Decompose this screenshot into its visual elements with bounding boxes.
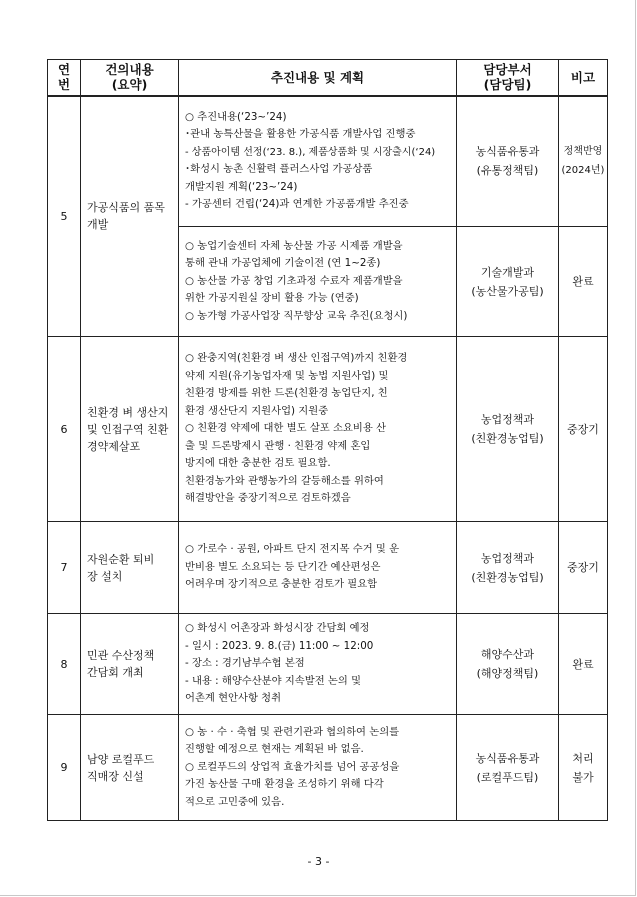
row-dept: 기술개발과 (농산물가공팀): [457, 227, 559, 337]
row-item: 남양 로컬푸드 직매장 신설: [81, 715, 179, 821]
row-dept: 농식품유통과 (로컬푸드팀): [457, 715, 559, 821]
row-note: 중장기: [559, 522, 608, 614]
header-content: 추진내용 및 계획: [179, 60, 457, 96]
row-dept: 농식품유통과 (유통정책팀): [457, 96, 559, 227]
row-note: 중장기: [559, 337, 608, 522]
row-note: 완료: [559, 614, 608, 715]
header-dept: 담당부서 (담당팀): [457, 60, 559, 96]
row-number: 7: [48, 522, 81, 614]
row-content: ○ 가로수 · 공원, 아파트 단지 전지목 수거 및 운 반비용 별도 소요되는 등 단기간 예산편성은 어려우며 장기적으로 충분한 검토가 필요함: [179, 522, 457, 614]
header-item: 건의내용 (요약): [81, 60, 179, 96]
table-row: [48, 522, 608, 614]
row-note: 완료: [559, 227, 608, 337]
row-number: 9: [48, 715, 81, 821]
table-row: [48, 614, 608, 715]
row-item: 가공식품의 품목 개발: [81, 96, 179, 337]
row-dept: 해양수산과 (해양정책팀): [457, 614, 559, 715]
proposal-table: [47, 59, 608, 821]
row-dept: 농업정책과 (친환경농업팀): [457, 337, 559, 522]
row-content: ○ 추진내용(‘23~’24) ･관내 농특산물을 활용한 가공식품 개발사업 진행중 - 상품아이템 선정(‘23. 8.), 제품상품화 및 시장출시(‘24) ･화성시 농촌 신활력 플러스사업 가공상품 개발지원 계획(‘23~’24) - 가공센터 건립(‘24)과 연계한 가공품개발 추진중: [179, 96, 457, 227]
header-no: 연 번: [48, 60, 81, 96]
row-content: ○ 화성시 어촌장과 화성시장 간담회 예정 - 일시 : 2023. 9. 8.(금) 11:00 ~ 12:00 - 장소 : 경기남부수협 본점 - 내용 : 해양수산분야 지속발전 논의 및 어촌계 현안사항 청취: [179, 614, 457, 715]
row-content: ○ 완충지역(친환경 벼 생산 인접구역)까지 친환경 약제 지원(유기농업자재 및 농법 지원사업) 및 친환경 방제를 위한 드론(친환경 농업단지, 친 환경 생산단지 지원사업) 지원중 ○ 친환경 약제에 대한 별도 살포 소요비용 산 출 및 드론방제시 관행 · 친환경 약제 혼입 방지에 대한 충분한 검토 필요함. 친환경농가와 관행농가의 갈등해소를 위하여 해결방안을 중장기적으로 검토하겠음: [179, 337, 457, 522]
row-item: 자원순환 퇴비 장 설치: [81, 522, 179, 614]
row-number: 6: [48, 337, 81, 522]
table-row: [48, 337, 608, 522]
page-number: - 3 -: [307, 855, 330, 868]
row-content: ○ 농 · 수 · 축협 및 관련기관과 협의하여 논의를 진행할 예정으로 현재는 계획된 바 없음. ○ 로컬푸드의 상업적 효율가치를 넘어 공공성을 가진 농산물 구매 환경을 조성하기 위해 다각 적으로 고민중에 있음.: [179, 715, 457, 821]
row-number: 5: [48, 96, 81, 337]
row-note: 처리 불가: [559, 715, 608, 821]
row-note: 정책반영 (2024년): [559, 96, 608, 227]
row-content: ○ 농업기술센터 자체 농산물 가공 시제품 개발을 통해 관내 가공업체에 기술이전 (연 1~2종) ○ 농산물 가공 창업 기초과정 수료자 제품개발을 위한 가공지원실 장비 활용 가능 (연중) ○ 농가형 가공사업장 직무향상 교육 추진(요청시): [179, 227, 457, 337]
header-note: 비고: [559, 60, 608, 96]
row-item: 민관 수산정책 간담회 개최: [81, 614, 179, 715]
row-number: 8: [48, 614, 81, 715]
table-row: [48, 96, 608, 227]
table-row: [48, 715, 608, 821]
table-header-row: [48, 60, 608, 96]
row-dept: 농업정책과 (친환경농업팀): [457, 522, 559, 614]
row-item: 친환경 벼 생산지 및 인접구역 친환 경약제살포: [81, 337, 179, 522]
